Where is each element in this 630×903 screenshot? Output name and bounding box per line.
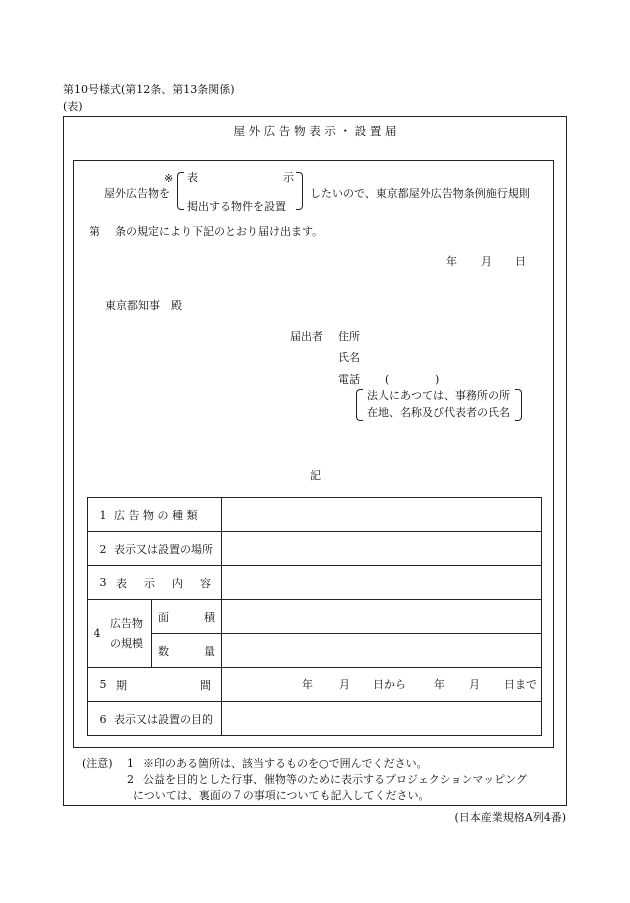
applicant-label: 届出者 — [290, 330, 323, 343]
row1-number: 1 — [99, 508, 107, 522]
form-side: (表) — [63, 100, 83, 113]
row6-label-cell — [88, 702, 222, 736]
table-row — [88, 634, 542, 668]
row3-value-field[interactable] — [222, 566, 542, 600]
row3-char-1: 表 — [116, 576, 127, 590]
period-year-2: 年 — [434, 678, 446, 691]
table-row — [88, 498, 542, 532]
row6-number: 6 — [99, 712, 107, 726]
paper-size-note: (日本産業規格A列4番) — [454, 811, 566, 824]
left-brace — [177, 172, 184, 210]
row6-label: 表示又は設置の目的 — [114, 712, 213, 726]
note2-text-line1: 公益を目的とした行事、催物等のために表示するプロジェクションマッピング — [143, 773, 527, 786]
intro-line2-a: 第 — [89, 225, 100, 238]
note1-number: 1 — [127, 757, 134, 770]
note2-text-line2: については、裏面の７の事項についても記入してください。 — [133, 789, 430, 802]
row4-label-a: 広告物 — [110, 616, 143, 630]
intro-line2-b: 条の規定により下記のとおり届け出ます。 — [115, 225, 324, 238]
row5-char-1: 期 — [116, 678, 127, 692]
applicant-name-label: 氏名 — [338, 351, 360, 364]
corp-note-line1: 法人にあつては、事務所の所 — [367, 389, 510, 402]
date-day: 日 — [515, 255, 526, 268]
right-brace — [296, 172, 303, 210]
period-day-from: 日から — [373, 678, 407, 691]
row4-sub1-char-2: 積 — [204, 610, 216, 624]
row1-label-cell — [88, 498, 222, 532]
row4-sub2-char-2: 量 — [204, 644, 216, 658]
phone-paren-open: ( — [385, 373, 390, 386]
applicant-address-label: 住所 — [338, 330, 360, 343]
row4-sub1-char-1: 面 — [158, 610, 169, 624]
option-display-a: 表 — [187, 171, 198, 184]
row4-sub2-char-1: 数 — [158, 644, 169, 658]
phone-paren-close: ) — [435, 373, 440, 386]
notes-label: (注意) — [82, 757, 113, 770]
row4-label-cell — [88, 600, 152, 668]
row6-value-field[interactable] — [222, 702, 542, 736]
row3-char-3: 内 — [172, 576, 183, 590]
table-row — [88, 600, 542, 634]
corp-left-brace — [356, 389, 363, 421]
row4-number: 4 — [93, 627, 101, 640]
applicant-phone-label: 電話 — [338, 373, 360, 386]
period-month-1: 月 — [339, 678, 351, 691]
row5-period-field[interactable] — [222, 668, 542, 702]
row5-char-2: 間 — [200, 678, 212, 692]
row4-sub2-cell — [152, 634, 222, 668]
note2-number: 2 — [127, 773, 134, 786]
ki-label: 記 — [310, 469, 321, 482]
row1-value-field[interactable] — [222, 498, 542, 532]
row2-number: 2 — [99, 542, 107, 556]
intro-continuation: したいので、東京都屋外広告物条例施行規則 — [310, 187, 530, 200]
period-year-1: 年 — [302, 678, 314, 691]
row4-sub1-cell — [152, 600, 222, 634]
intro-subject: 屋外広告物を — [104, 187, 170, 200]
row2-label-cell — [88, 532, 222, 566]
row2-label: 表示又は設置の場所 — [114, 542, 213, 556]
row5-label-cell — [88, 668, 222, 702]
row4-quantity-field[interactable] — [222, 634, 542, 668]
row3-char-4: 容 — [200, 576, 211, 590]
row3-label-cell — [88, 566, 222, 600]
row3-char-2: 示 — [144, 576, 155, 590]
period-day-until: 日まで — [504, 678, 538, 691]
row5-number: 5 — [99, 678, 107, 691]
form-title: 屋 外 広 告 物 表 示 ・ 設 置 届 — [233, 124, 397, 138]
row1-label: 広 告 物 の 種 類 — [114, 508, 198, 522]
table-row — [88, 532, 542, 566]
option-display-b: 示 — [283, 171, 294, 184]
form-number: 第10号様式(第12条、第13条関係) — [63, 83, 235, 96]
row4-area-field[interactable] — [222, 600, 542, 634]
row3-number: 3 — [99, 576, 107, 589]
option-install: 掲出する物件を設置 — [187, 200, 286, 213]
addressee: 東京都知事 殿 — [105, 299, 182, 312]
note1-text: ※印のある箇所は、該当するものを○で囲んでください。 — [143, 757, 428, 770]
table-row — [88, 566, 542, 600]
date-month: 月 — [481, 255, 492, 268]
corp-right-brace — [515, 389, 522, 421]
row2-value-field[interactable] — [222, 532, 542, 566]
asterisk-mark: ※ — [164, 172, 174, 185]
record-table — [87, 497, 542, 736]
period-month-2: 月 — [469, 678, 481, 691]
date-year: 年 — [446, 255, 457, 268]
table-row — [88, 702, 542, 736]
row4-label-b: の規模 — [110, 636, 143, 650]
corp-note-line2: 在地、名称及び代表者の氏名 — [367, 406, 510, 419]
table-row — [88, 668, 542, 702]
